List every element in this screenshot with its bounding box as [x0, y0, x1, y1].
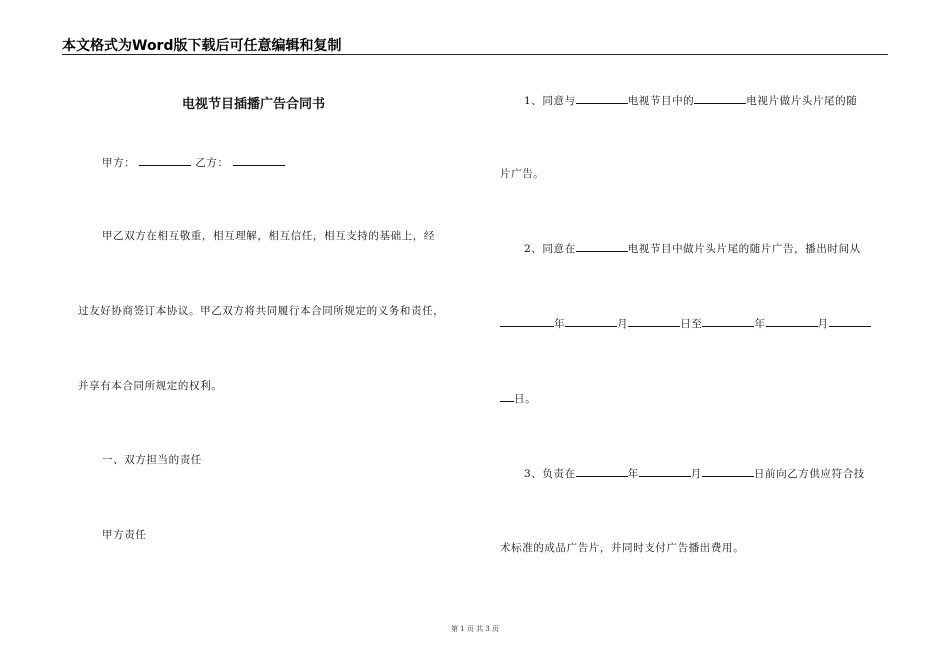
item2-month2: 月	[817, 318, 829, 330]
item2-line1	[524, 241, 861, 256]
party-b-label: 乙方：	[195, 157, 229, 169]
item2-line3	[500, 391, 536, 406]
item2-blank-day1	[628, 316, 680, 327]
item2-blank-year2	[702, 316, 754, 327]
document-header	[62, 34, 888, 55]
item3-year: 年	[627, 468, 639, 480]
header-text: 本文格式为Word版下载后可任意编辑和复制	[62, 38, 342, 54]
item3-line2: 术标准的成品广告片，并同时支付广告播出费用。	[500, 542, 745, 554]
item3-blank-year	[576, 466, 628, 477]
item2-prefix: 2、同意在	[524, 243, 576, 255]
parties-line	[102, 155, 285, 170]
item2-blank-month2	[766, 316, 818, 327]
party-b-blank	[233, 155, 285, 166]
item2-blank-day2-end	[500, 391, 514, 402]
item2-blank-day2-start	[829, 316, 871, 327]
item3-blank-month	[639, 466, 691, 477]
para1-line1: 甲乙双方在相互敬重，相互理解，相互信任，相互支持的基础上，经	[102, 230, 435, 242]
item2-blank-program	[576, 241, 628, 252]
item3-prefix: 3、负责在	[524, 468, 576, 480]
item1-prefix: 1、同意与	[524, 95, 576, 107]
item2-blank-year1	[500, 316, 554, 327]
item1-blank-a	[576, 93, 628, 104]
item3-month: 月	[690, 468, 702, 480]
item2-year1: 年	[554, 318, 566, 330]
item2-suffix: 电视节目中做片头片尾的随片广告，播出时间从	[627, 243, 861, 255]
item2-year2: 年	[754, 318, 766, 330]
page-number: 第 1 页 共 3 页	[450, 625, 500, 633]
item2-day2: 日。	[514, 393, 537, 405]
item3-blank-day	[702, 466, 754, 477]
item2-day1: 日至	[680, 318, 703, 330]
para1-line3: 并享有本合同所规定的权利。	[78, 380, 223, 392]
party-a-label: 甲方：	[102, 157, 136, 169]
item1-blank-b	[694, 93, 746, 104]
item1-mid: 电视节目中的	[627, 95, 695, 107]
para1-line2: 过友好协商签订本协议。甲乙双方将共同履行本合同所规定的义务和责任，	[78, 305, 445, 317]
item1-line2: 片广告。	[500, 168, 545, 180]
item2-line2	[500, 316, 871, 331]
item3-suffix: 日前向乙方供应符合技	[753, 468, 865, 480]
item1-suffix: 电视片做片头片尾的随	[746, 95, 858, 107]
party-a-blank	[139, 155, 191, 166]
party-a-duty-heading: 甲方责任	[102, 529, 147, 541]
item1-line1	[524, 93, 857, 108]
item2-month1: 月	[617, 318, 629, 330]
item2-blank-month1	[565, 316, 617, 327]
contract-title: 电视节目插播广告合同书	[182, 97, 326, 112]
section-heading-responsibilities: 一、双方担当的责任	[102, 454, 202, 466]
item3-line1	[524, 466, 865, 481]
